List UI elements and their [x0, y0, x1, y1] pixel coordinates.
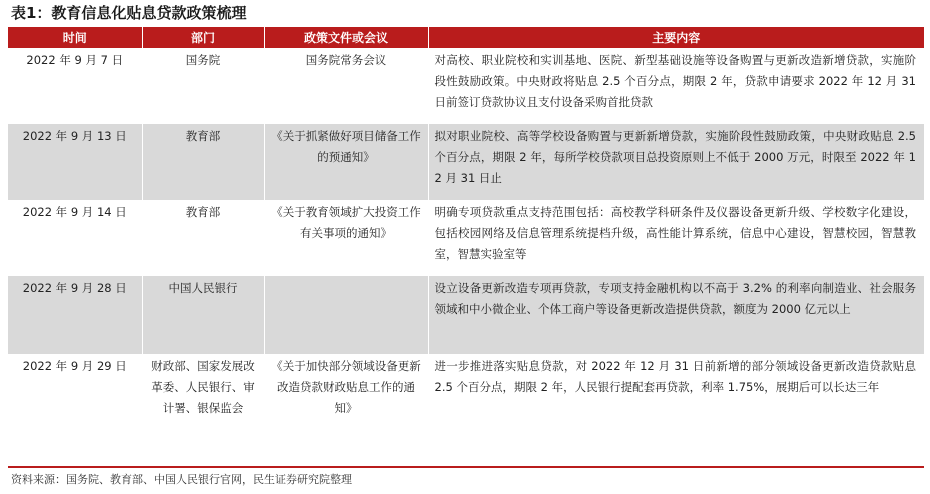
cell-date: 2022 年 9 月 28 日 [8, 276, 142, 354]
cell-main-content: 明确专项贷款重点支持范围包括：高校教学科研条件及仪器设备更新升级、学校数字化建设，包括校园网络及信息管理系统提档升级，高性能计算系统，信息中心建设，智慧校园，智慧教室，智慧实验室等 [434, 205, 916, 261]
cell-department: 国务院 [142, 48, 264, 124]
table-row [8, 200, 924, 276]
header-department: 部门 [142, 27, 264, 48]
table-bottom-rule [8, 466, 924, 468]
table-row [8, 276, 924, 354]
source-note: 资料来源：国务院、教育部、中国人民银行官网，民生证券研究院整理 [11, 473, 352, 486]
cell-date: 2022 年 9 月 14 日 [8, 200, 142, 276]
cell-department: 教育部 [142, 124, 264, 200]
cell-policy-document [264, 276, 428, 354]
cell-department: 中国人民银行 [142, 276, 264, 354]
cell-department: 财政部、国家发展改革委、人民银行、审计署、银保监会 [142, 354, 264, 451]
table-row [8, 48, 924, 124]
table-title: 表1：教育信息化贴息贷款政策梳理 [11, 4, 247, 22]
cell-main-content: 对高校、职业院校和实训基地、医院、新型基础设施等设备购置与更新改造新增贷款，实施阶段性鼓励政策。中央财政将贴息 2.5 个百分点，期限 2 年，贷款申请要求 2022 年 12 月 31 日前签订贷款协议且支付设备采购首批贷款 [434, 53, 916, 109]
table-row [8, 124, 924, 200]
table-header-row [8, 27, 924, 48]
table-row [8, 354, 924, 451]
policy-table [8, 27, 924, 451]
cell-date: 2022 年 9 月 13 日 [8, 124, 142, 200]
cell-date: 2022 年 9 月 29 日 [8, 354, 142, 451]
cell-policy-document: 国务院常务会议 [264, 48, 428, 124]
cell-main-content: 拟对职业院校、高等学校设备购置与更新新增贷款，实施阶段性鼓励政策，中央财政贴息 2.5 个百分点，期限 2 年，每所学校贷款项目总投资原则上不低于 2000 万元，时限至 2022 年 12 月 31 日止 [428, 124, 924, 200]
header-date: 时间 [8, 27, 142, 48]
header-policy-document: 政策文件或会议 [264, 27, 428, 48]
cell-policy-document: 《关于教育领域扩大投资工作有关事项的通知》 [264, 200, 428, 276]
cell-policy-document: 《关于抓紧做好项目储备工作的预通知》 [264, 124, 428, 200]
cell-date: 2022 年 9 月 7 日 [8, 48, 142, 124]
header-main-content: 主要内容 [428, 27, 924, 48]
cell-main-content: 设立设备更新改造专项再贷款，专项支持金融机构以不高于 3.2% 的利率向制造业、社会服务领域和中小微企业、个体工商户等设备更新改造提供贷款，额度为 2000 亿元以上 [428, 276, 924, 354]
cell-department: 教育部 [142, 200, 264, 276]
cell-main-content: 进一步推进落实贴息贷款，对 2022 年 12 月 31 日前新增的部分领域设备更新改造贷款贴息 2.5 个百分点，期限 2 年，人民银行提配套再贷款，利率 1.75%，展期后可以长达三年 [434, 359, 916, 394]
cell-policy-document: 《关于加快部分领域设备更新改造贷款财政贴息工作的通知》 [264, 354, 428, 451]
